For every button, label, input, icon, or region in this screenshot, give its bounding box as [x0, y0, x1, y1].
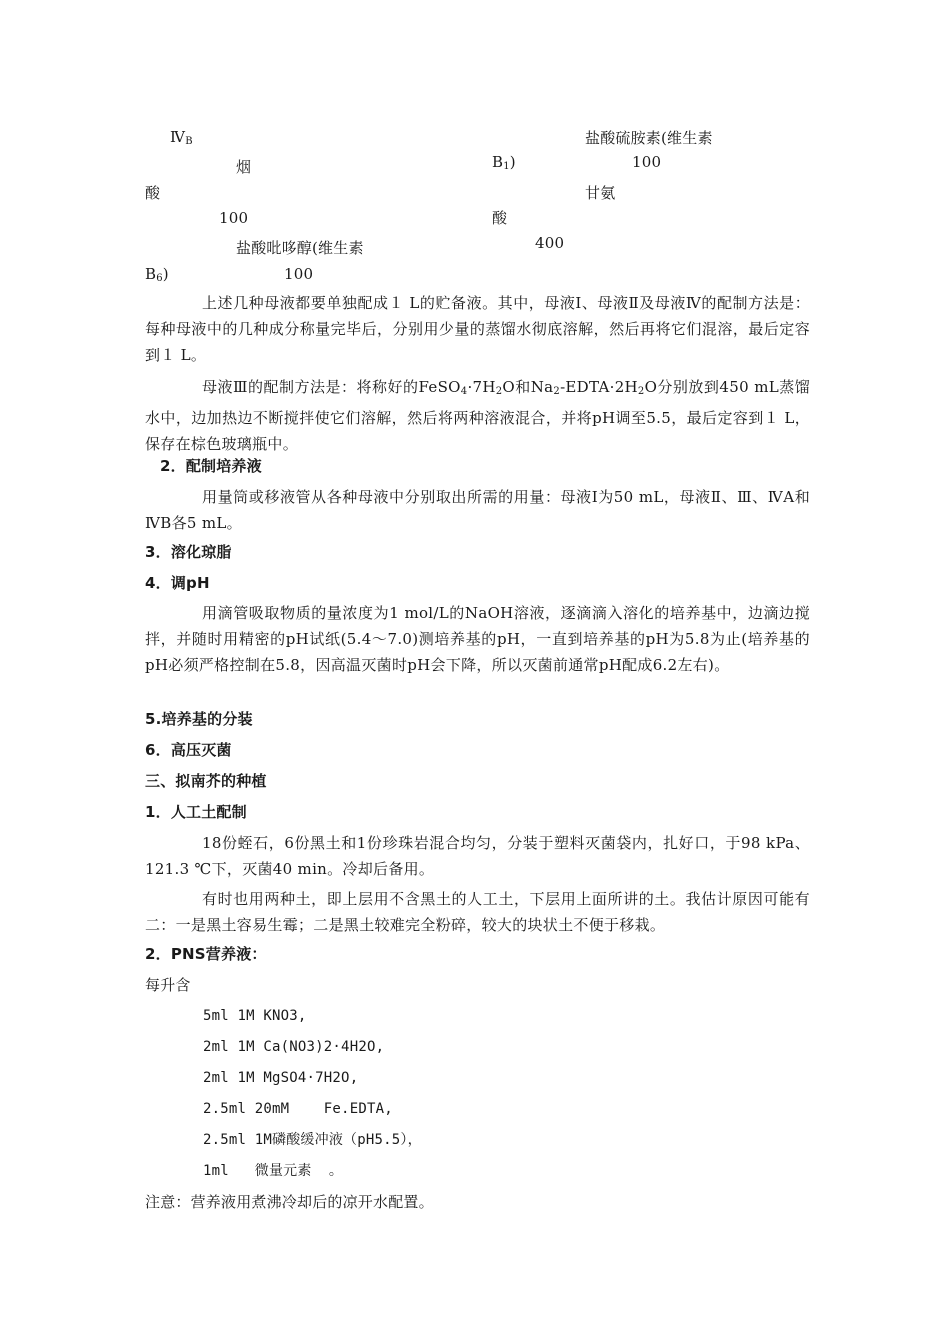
nicotinic-acid-char1: 烟	[236, 158, 252, 176]
heading-arabidopsis-planting: 三、拟南芥的种植	[145, 772, 267, 790]
pns-item-kno3: 5ml 1M KNO3,	[203, 1008, 307, 1024]
thiamine-value: 100	[632, 153, 662, 171]
p2-part-d: -EDTA·2H	[560, 378, 638, 396]
thiamine-b-main: B	[492, 153, 504, 171]
thiamine-label: 盐酸硫胺素(维生素	[585, 129, 713, 147]
pns-item-phosphate-buffer: 2.5ml 1M磷酸缓冲液（pH5.5），	[203, 1132, 422, 1148]
heading-pns-solution: 2．PNS营养液：	[145, 945, 267, 963]
paragraph-stock-iii	[145, 374, 810, 457]
per-liter-label: 每升含	[145, 976, 191, 994]
p2-part-a: 母液Ⅲ的配制方法是：将称好的FeSO	[202, 378, 461, 396]
p2-sub-1: 4	[460, 386, 468, 397]
paragraph-adjust-ph: 用滴管吸取物质的量浓度为1 mol/L的NaOH溶液，逐滴滴入溶化的培养基中，边滴边搅拌，并随时用精密的pH试纸(5.4～7.0)测培养基的pH，一直到培养基的pH为5.8为止(培养基的pH必须严格控制在5.8，因高温灭菌时pH会下降，所以灭菌前通常pH配成6.2左右)。	[145, 604, 810, 674]
ivb-label	[170, 127, 193, 152]
thiamine-b-close: )	[509, 153, 516, 171]
ivb-label-main: Ⅳ	[170, 128, 186, 146]
pyridoxine-b-close: )	[162, 265, 169, 283]
pyridoxine-b-sub: 6	[156, 273, 163, 284]
pns-item-fe-edta: 2.5ml 20mM Fe.EDTA,	[203, 1101, 393, 1117]
p2-part-c: O和Na	[502, 378, 554, 396]
nicotinic-acid-value: 100	[219, 209, 249, 227]
heading-adjust-ph: 4．调pH	[145, 574, 210, 592]
ivb-label-sub: B	[185, 136, 193, 147]
pyridoxine-b6	[145, 264, 169, 289]
heading-prepare-medium: 2．配制培养液	[160, 457, 262, 475]
pns-item-cano3: 2ml 1M Ca(NO3)2·4H2O,	[203, 1039, 385, 1055]
p2-sub-2: 2	[495, 386, 503, 397]
thiamine-b-sub: 1	[503, 161, 510, 172]
heading-melt-agar: 3．溶化琼脂	[145, 543, 232, 561]
nicotinic-acid-char2: 酸	[145, 184, 161, 202]
note-boiled-water: 注意：营养液用煮沸冷却后的凉开水配置。	[145, 1193, 434, 1211]
pyridoxine-value: 100	[284, 265, 314, 283]
paragraph-artificial-soil: 18份蛭石，6份黑土和1份珍珠岩混合均匀，分装于塑料灭菌袋内，扎好口，于98 kPa、121.3 ℃下，灭菌40 min。冷却后备用。	[145, 834, 810, 878]
paragraph-prepare-medium: 用量筒或移液管从各种母液中分别取出所需的用量：母液Ⅰ为50 mL，母液Ⅱ、Ⅲ、ⅣA和ⅣB各5 mL。	[145, 488, 810, 532]
heading-dispense-medium: 5.培养基的分装	[145, 710, 253, 728]
p2-sub-3: 2	[553, 386, 561, 397]
p2-part-b: ·7H	[467, 378, 496, 396]
thiamine-b1	[492, 152, 516, 177]
pyridoxine-b-main: B	[145, 265, 157, 283]
heading-artificial-soil: 1．人工土配制	[145, 803, 247, 821]
glycine-char2: 酸	[492, 209, 508, 227]
p2-part-e: O分别放到450 mL蒸馏水中，边加热边不断搅拌使它们溶解，然后将两种溶液混合，并将pH调至5.5，最后定容到１ L，保存在棕色玻璃瓶中。	[145, 378, 811, 453]
paragraph-two-soils: 有时也用两种土，即上层用不含黑土的人工土，下层用上面所讲的土。我估计原因可能有二：一是黑土容易生霉；二是黑土较难完全粉碎，较大的块状土不便于移栽。	[145, 890, 810, 934]
glycine-char1: 甘氨	[585, 184, 616, 202]
pyridoxine-label: 盐酸吡哆醇(维生素	[236, 239, 364, 257]
p2-sub-4: 2	[637, 386, 645, 397]
glycine-value: 400	[535, 234, 565, 252]
paragraph-stock-solutions: 上述几种母液都要单独配成１ L的贮备液。其中，母液Ⅰ、母液Ⅱ及母液Ⅳ的配制方法是：每种母液中的几种成分称量完毕后，分别用少量的蒸馏水彻底溶解，然后再将它们混溶，最后定容到１ L。	[145, 294, 810, 364]
pns-item-trace-elements: 1ml 微量元素 。	[203, 1163, 344, 1179]
heading-autoclave: 6．高压灭菌	[145, 741, 232, 759]
pns-item-mgso4: 2ml 1M MgSO4·7H2O,	[203, 1070, 359, 1086]
